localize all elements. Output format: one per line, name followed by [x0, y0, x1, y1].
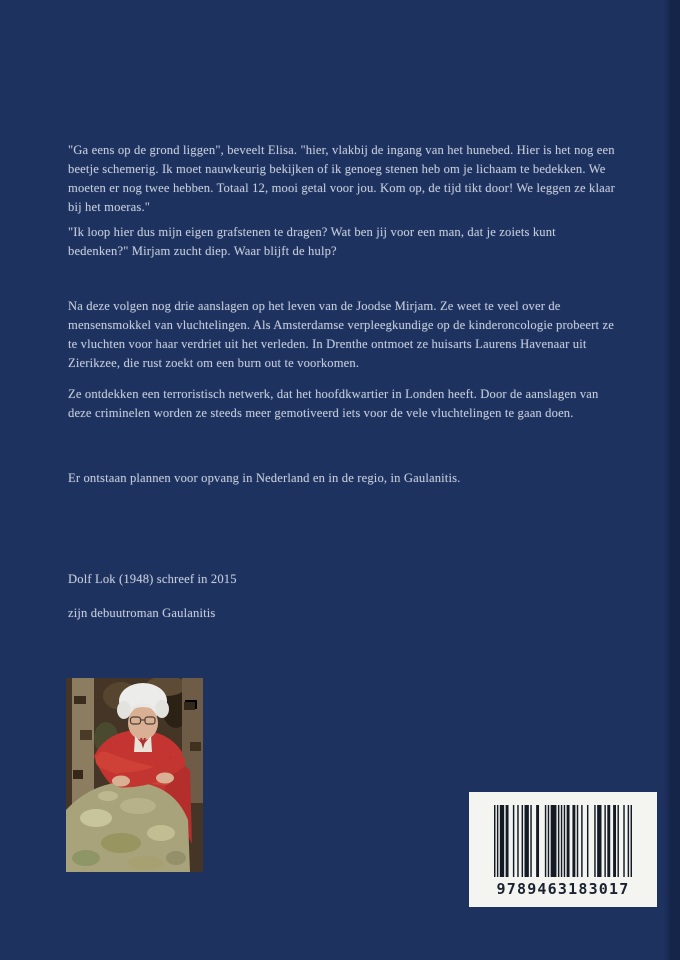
- author-face: [128, 706, 158, 740]
- quote-elisa-paragraph: "Ga eens op de grond liggen", beveelt Elisa. "hier, vlakbij de ingang van het hunebed. Hier is het nog een beetje schemerig. Ik moet nauwkeurig bekijken of ik genoeg stenen heb om je lichaam te bedekken. We moeten er nog twee hebben. Totaal 12, mooi getal voor jou. Kom op, de tijd tikt door! We leggen ze klaar bij het moeras.": [68, 143, 615, 214]
- plans-paragraph: Er ontstaan plannen voor opvang in Nederland en in de regio, in Gaulanitis.: [68, 471, 461, 485]
- author-bio-line-2: zijn debuutroman Gaulanitis: [68, 606, 216, 620]
- author-bio-line-1: Dolf Lok (1948) schreef in 2015: [68, 572, 237, 586]
- author-photo: [66, 678, 203, 872]
- hand-right: [156, 773, 174, 784]
- barcode-number: 9789463183017: [496, 880, 630, 898]
- synopsis-paragraph-1: Na deze volgen nog drie aanslagen op het leven van de Joodse Mirjam. Ze weet te veel over de mensensmokkel van vluchtelingen. Als Amsterdamse verpleegkundige op de kinderoncologie probeert ze te vluchten voor haar verdriet uit het verleden. In Drenthe ontmoet ze huisarts Laurens Havenaar uit Zierikzee, die rust zoekt om een burn out te voorkomen.: [68, 299, 614, 370]
- barcode-panel: [469, 792, 657, 907]
- crossed-arms: [104, 760, 178, 787]
- mirjam-response-paragraph: "Ik loop hier dus mijn eigen grafstenen te dragen? Wat ben jij voor een man, dat je zoiets kunt bedenken?" Mirjam zucht diep. Waar blijft de hulp?: [68, 225, 556, 258]
- cover-edge-shadow: [664, 0, 680, 960]
- barcode-bars: [494, 805, 632, 877]
- synopsis-paragraph-2: Ze ontdekken een terroristisch netwerk, dat het hoofdkwartier in Londen heeft. Door de aanslagen van deze criminelen worden ze steeds meer gemotiveerd iets voor de vele vluchtelingen te gaan doen.: [68, 387, 599, 420]
- hand-left: [112, 776, 130, 787]
